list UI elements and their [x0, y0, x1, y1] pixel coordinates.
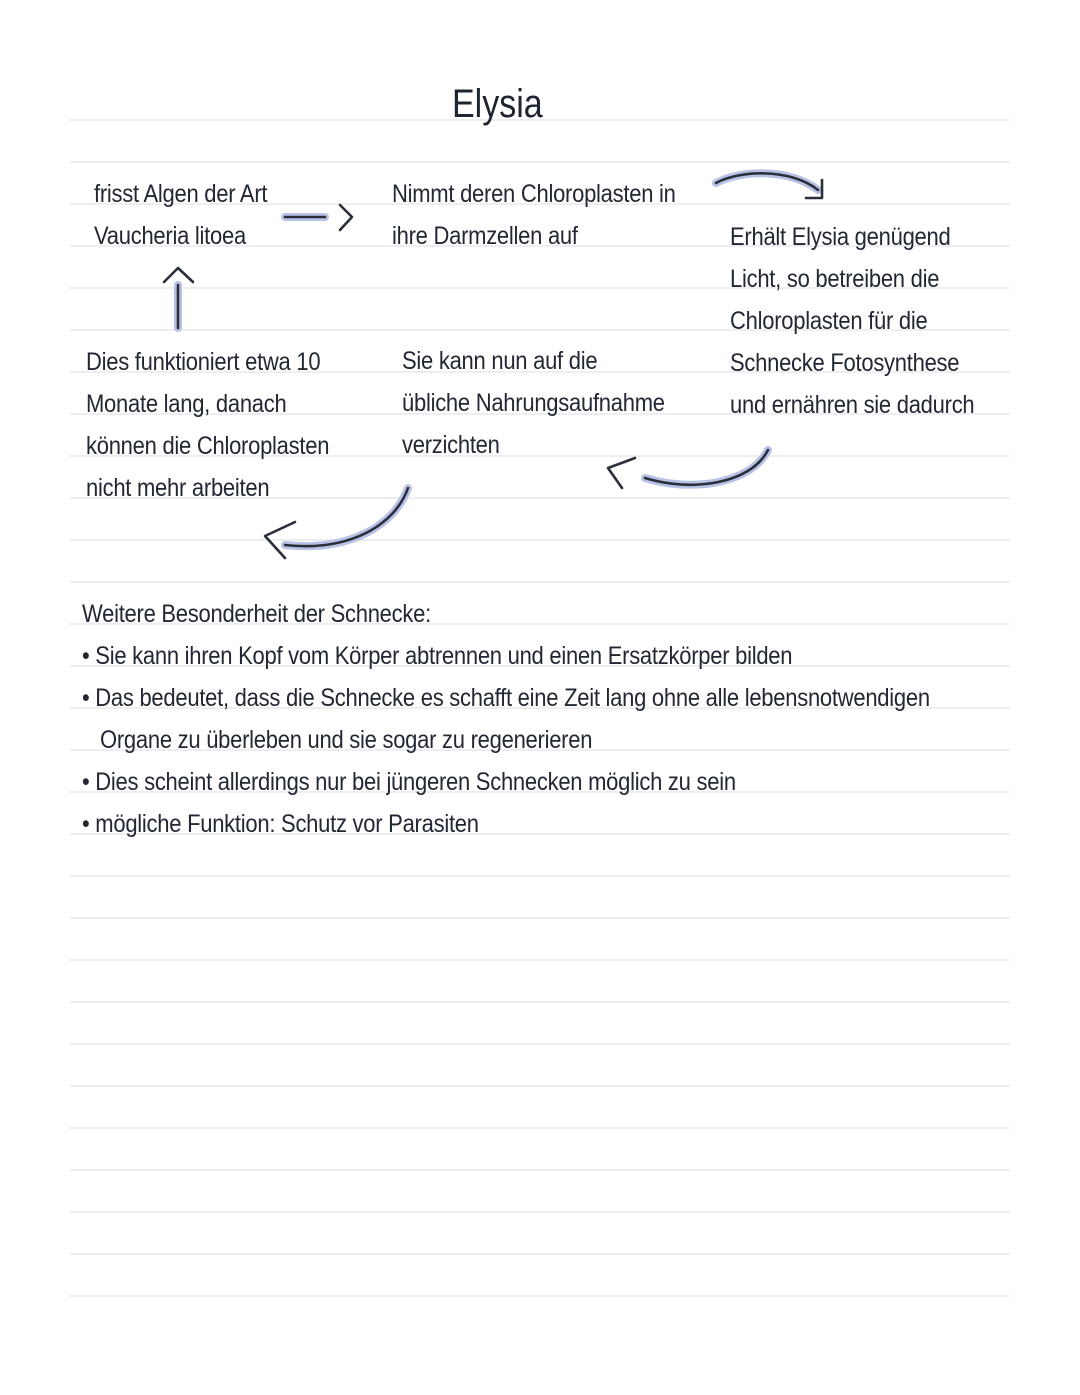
- notes-item-continuation: Organe zu überleben und sie sogar zu regenerieren: [100, 726, 593, 754]
- step-text-line: verzichten: [402, 431, 500, 459]
- step-text-line: und ernähren sie dadurch: [730, 391, 975, 419]
- notes-item: • mögliche Funktion: Schutz vor Parasiten: [82, 810, 479, 838]
- step-text-line: übliche Nahrungsaufnahme: [402, 389, 665, 417]
- step-text-line: Dies funktioniert etwa 10: [86, 348, 321, 376]
- step-text-line: Nimmt deren Chloroplasten in: [392, 180, 676, 208]
- notes-item: • Dies scheint allerdings nur bei jüngeren Schnecken möglich zu sein: [82, 768, 736, 796]
- step-text-line: frisst Algen der Art: [94, 180, 268, 208]
- page-title: Elysia: [452, 82, 543, 126]
- step-text-line: nicht mehr arbeiten: [86, 474, 270, 502]
- step-text-line: können die Chloroplasten: [86, 432, 330, 460]
- step-text-line: ihre Darmzellen auf: [392, 222, 578, 250]
- step-text-line: Licht, so betreiben die: [730, 265, 940, 293]
- step-text-line: Schnecke Fotosynthese: [730, 349, 960, 377]
- step-text-line: Chloroplasten für die: [730, 307, 928, 335]
- notes-item: • Das bedeutet, dass die Schnecke es schafft eine Zeit lang ohne alle lebensnotwendigen: [82, 684, 930, 712]
- notes-item: • Sie kann ihren Kopf vom Körper abtrennen und einen Ersatzkörper bilden: [82, 642, 793, 670]
- step-text-line: Monate lang, danach: [86, 390, 287, 418]
- notes-heading: Weitere Besonderheit der Schnecke:: [82, 600, 431, 628]
- step-text-line: Erhält Elysia genügend: [730, 223, 951, 251]
- step-text-line: Vaucheria litoea: [94, 222, 246, 250]
- step-text-line: Sie kann nun auf die: [402, 347, 598, 375]
